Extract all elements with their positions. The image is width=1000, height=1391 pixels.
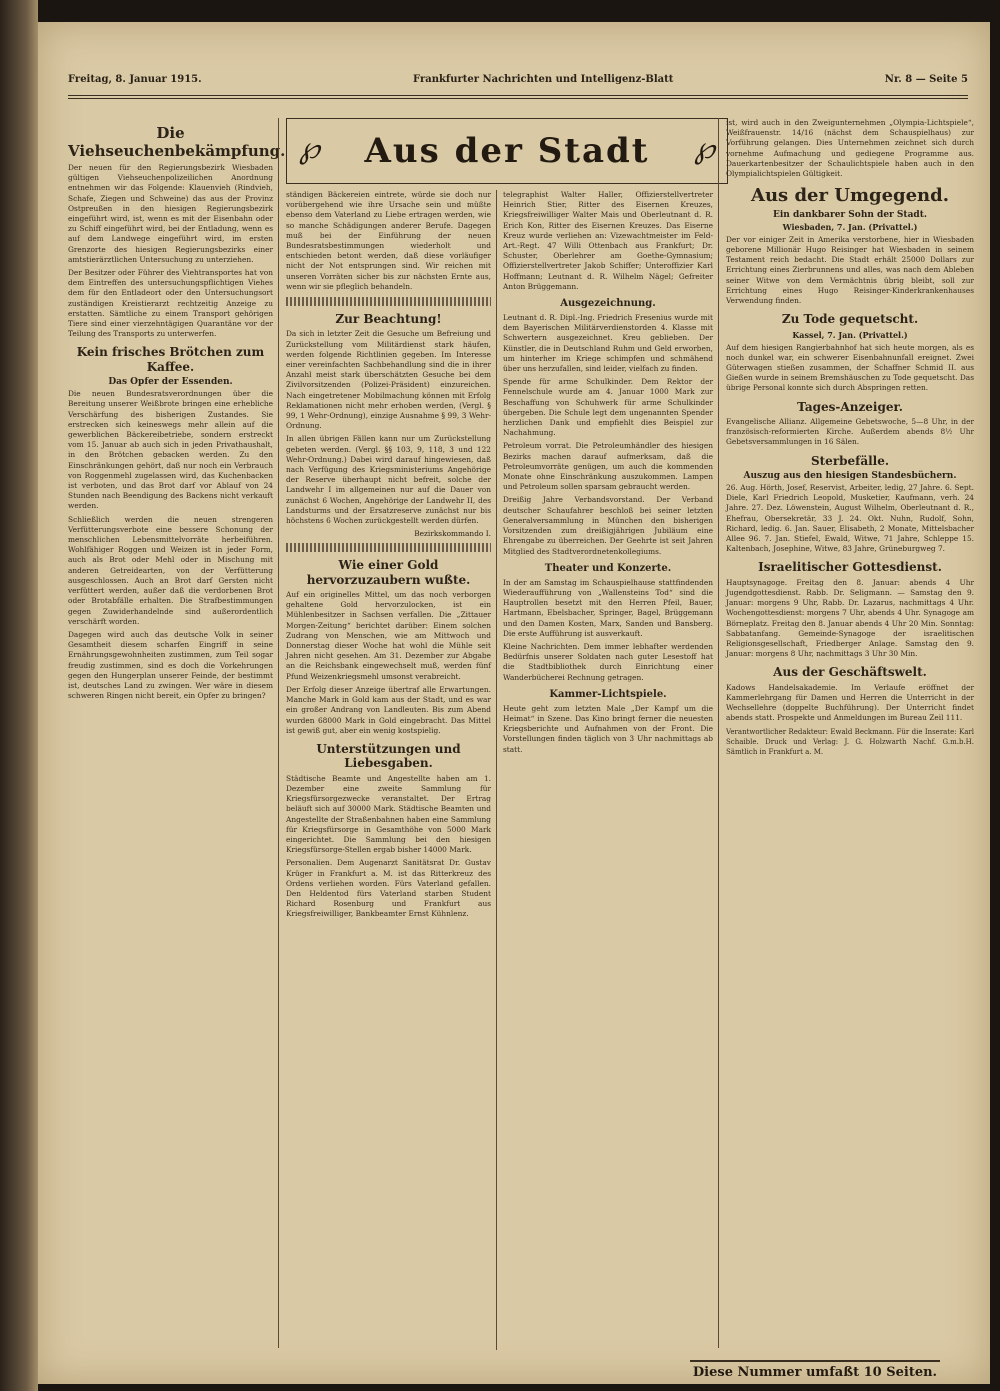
article-subheadline: Ein dankbarer Sohn der Stadt. [772,209,927,220]
running-head-page-number: Nr. 8 — Seite 5 [884,74,968,85]
article-headline: Unterstützungen und Liebesgaben. [316,741,461,771]
article-paragraph: Städtische Beamte und Angestellte haben am 1. Dezember eine zweite Sammlung für Kriegsfürsorgezwecke veranstaltet. Der Ertrag beläuft sich auf 30000 Mark. Städtische Beamten und Angestellte der Straßenbahnen haben eine Sammlung für Kriegsfürsorge in Gesamthöhe von 5000 Mark eingerichtet. Die Sammlung bei den hiesigen Kriegsfürsorge-Stellen ergab bisher 14000 Mark. [286,773,491,855]
section-title: Aus der Stadt [364,131,650,171]
ornamental-divider [286,297,491,306]
article-paragraph: Der neuen für den Regierungsbezirk Wiesbaden gültigen Viehseuchenpolizeilichen Anordnung entnehmen wir das Folgende: Klauenvieh (Rindvieh, Schafe, Ziegen und Schweine) das aus der Provinz Ostpreußen in den hiesigen Regierungsbezirk eingeführt wird, ist, wenn es mit der Eisenbahn oder zu Schiff eingeführt wird, bei der Entladung, wenn es auf dem Landwege eingeführt wird, im ersten Grenzorte des hiesigen Regierungsbezirks einer amtstierärztlichen Untersuchung zu unterziehen. [68,163,273,264]
header-rule-2 [68,98,968,99]
running-head-date: Freitag, 8. Januar 1915. [68,74,202,85]
article-paragraph: Der Erfolg dieser Anzeige übertraf alle Erwartungen. Manche Mark in Gold kam aus der Stadt, und es war ein großer Andrang von Landleuten. Bis zum Abend wurden 68000 Mark in Gold eingebracht. Das Mittel ist gewiß gut, aber ein wenig kostspielig. [286,684,491,735]
article-paragraph: 26. Aug. Hörth, Josef, Reservist, Arbeiter, ledig, 27 Jahre. 6. Sept. Diele, Karl Friedrich Leopold, Musketier, Kaufmann, verh. 24 Jahre. 27. Dez. Löwenstein, August Wilhelm, Oberleutnant d. R., Ehefrau, Obersekretär, 33 J. 24. Okt. Nuhn, Rudolf, Sohn, Richard, ledig. 6. Jan. Sauer, Elisabeth, 2 Monate, Mittelsbacher Allee 96. 7. Jan. Stiefel, Ewald, Witwe, 71 Jahre, Schleppe 15. Kaltenbach, Josephine, Witwe, 83 Jahre, Grüneburgweg 7. [726,483,974,554]
ornament-left-icon: ℘ [299,131,320,166]
article-headline: Theater und Konzerte. [544,562,672,574]
article-headline: Ausgezeichnung. [560,298,656,310]
running-head-paper-title: Frankfurter Nachrichten und Intelligenz-Blatt [413,74,674,85]
signature: Bezirkskommando I. [414,529,491,539]
article-paragraph: Der vor einiger Zeit in Amerika verstorbene, hier in Wiesbaden geborene Millionär Hugo Reisinger hat Wiesbaden in seinem Testament reich bedacht. Die Stadt erhält 25000 Dollars zur Errichtung eines Zierbrunnens und alles, was nach dem Ableben seiner Witwe von dem Vermächtnis übrig bleibt, soll zur Errichtung eines Hugo Reisinger-Kinderkrankenhauses Verwendung finden. [726,234,974,306]
section-masthead [286,118,728,184]
page-count-footer: Diese Nummer umfaßt 10 Seiten. [690,1360,940,1380]
article-headline: Israelitischer Gottesdienst. [758,560,942,575]
article-headline: Aus der Geschäftswelt. [773,665,927,680]
article-paragraph: Evangelische Allianz. Allgemeine Gebetswoche, 5—8 Uhr, in der französisch-reformierten Kirche. Außerdem abends 8½ Uhr Gebetsversammlungen in 16 Sälen. [726,417,974,447]
article-headline: Kein frisches Brötchen zum Kaffee. [76,345,265,374]
article-paragraph: Da sich in letzter Zeit die Gesuche um Befreiung und Zurückstellung vom Militärdienst stark häufen, werden folgende Richtlinien gegeben. Im Interesse einer vereinfachten Sachbehandlung sind die in ihrer Anzahl meist stark überschätzten Gesuche bei dem Zivilvorsitzenden (Polizei-Präsident) einzureichen. Nach eingetretener Mobilmachung können mit Erfolg Reklamationen nicht mehr erhoben werden, (Vergl. § 99, 1 Wehr-Ordnung), einzige Ausnahme § 99, 3 Wehr-Ordnung. [286,329,491,431]
article-paragraph: In der am Samstag im Schauspielhause stattfindenden Wiederaufführung von „Wallensteins Tod“ sind die Hauptrollen besetzt mit den Herren Pfeil, Bauer, Hartmann, Ebelsbacher, Springer, Bagel, Brüggemann und den Damen Kosten, Marx, Sanden und Bansberg. Die erste Aufführung ist ausverkauft. [503,577,713,638]
column-4 [726,118,974,760]
article-paragraph: Heute geht zum letzten Male „Der Kampf um die Heimat“ in Szene. Das Kino bringt ferner die neuesten Kriegsberichte und Aufnahmen von der Front. Die Vorstellungen finden täglich von 3 Uhr nachmittags ab statt. [503,703,713,754]
article-paragraph: Auf dem hiesigen Rangierbahnhof hat sich heute morgen, als es noch dunkel war, ein schwerer Eisenbahnunfall ereignet. Zwei Güterwagen stießen zusammen, der Schaffner Schmid II. aus Gießen wurde in seinem Bremshäuschen zu Tode gequetscht. Das übrige Personal konnte sich durch Abspringen retten. [726,342,974,393]
column-3 [503,190,713,758]
article-headline: Kammer-Lichtspiele. [549,688,667,700]
header-rule [68,95,968,96]
article-paragraph: Die neuen Bundesratsverordnungen über die Bereitung unserer Weißbrote bringen eine erhebliche Verschärfung des bisherigen Zustandes. Sie erstrecken sich keineswegs mehr allein auf die gewerblichen Bäckereibetriebe, sondern erstreckt vom 15. Januar ab auch sich in jeden Privathaushalt, in den Brötchen gebacken werden. Zu den Einschränkungen gehört, daß nur noch ein Verbrauch von Roggenmehl zugelassen wird, das Kuchenbacken ist verboten, und das Brot darf vor Ablauf von 24 Stunden nach Beendigung des Backens nicht verkauft werden. [68,389,273,511]
article-paragraph: Spende für arme Schulkinder. Dem Rektor der Fennelschule wurde am 4. Januar 1000 Mark zur Beschaffung von Schuhwerk für arme Schulkinder übergeben. Die Schule legt dem ungenannten Spender herzlichen Dank und empfiehlt dies Beispiel zur Nachahmung. [503,377,713,438]
article-subheadline: Auszug aus den hiesigen Standesbüchern. [743,471,957,482]
article-paragraph: ständigen Bäckereien eintrete, würde sie doch nur vorübergehend wie ihre Ursache sein und müßte ebenso dem Vaterland zu Liebe ertragen werden, wie so manche Schädigungen anderer Berufe. Dagegen muß bei der Einführung der neuen Bundesratsbestimmungen wiederholt und entschieden betont werden, daß diese vorläufiger nicht der Not entsprungen sind. Wir reichen mit unseren Vorräten sicher bis zur nächsten Ernte aus, wenn wir sie pfleglich behandeln. [286,190,491,291]
column-divider [496,190,497,1350]
column-2 [286,190,491,923]
book-binding [0,0,38,1391]
article-paragraph: Kadows Handelsakademie. Im Verlaufe eröffnet der Kammerlehrgang für Damen und Herren die Unterricht in der Wechsellehre (doppelte Buchführung). Der Unterricht findet abends statt. Prospekte und Anmeldungen im Bureau Zeil 111. [726,682,974,723]
article-paragraph: Petroleum vorrat. Die Petroleumhändler des hiesigen Bezirks machen darauf aufmerksam, daß die Petroleumvorräte genügen, um auch die kommenden Monate ohne Einschränkung auszukommen. Lampen und Petroleum sollen sparsam gebraucht werden. [503,441,713,492]
article-headline: Zu Tode gequetscht. [781,312,919,327]
article-paragraph: Leutnant d. R. Dipl.-Ing. Friedrich Fresenius wurde mit dem Bayerischen Militärverdienstorden 4. Klasse mit Schwertern ausgezeichnet. Kreu geblieben. Der Künstler, die in Deutschland Ruhm und Geld erworben, um hinterher im Kriege schimpfen und schmähend über uns herzufallen, sind leider, vielfach zu finden. [503,313,713,374]
section-headline: Aus der Umgegend. [751,185,949,207]
column-divider [278,118,279,1348]
article-paragraph: Dagegen wird auch das deutsche Volk in seiner Gesamtheit diesem scharfen Eingriff in seine Ernährungsgewohnheiten zustimmen, zum Teil sogar freudig zustimmen, sind es doch die Vorkehrungen gegen den Hungerplan unserer Feinde, der bestimmt ist, deutsches Land zu zwingen. Wer wäre in diesem schweren Ringen nicht bereit, ein Opfer zu bringen? [68,629,273,701]
article-paragraph: ist, wird auch in den Zweigunternehmen „Olympia-Lichtspiele“, Weißfrauenstr. 14/16 (nächst dem Schauspielhaus) zur Vorführung gelangen. Dies Unternehmen zeichnet sich durch vornehme Aufmachung und gediegene Programme aus. Dauerkartenbesitzer der Schaulichtspiele haben auch in den Olympialichtspielen Gültigkeit. [726,118,974,179]
article-headline: Die Viehseuchenbekämpfung. [68,124,286,160]
article-headline: Zur Beachtung! [335,312,442,327]
dateline: Kassel, 7. Jan. (Privattel.) [792,329,908,340]
article-paragraph: Personalien. Dem Augenarzt Sanitätsrat Dr. Gustav Krüger in Frankfurt a. M. ist das Ritterkreuz des Ordens verliehen worden. Fürs Vaterland gefallen. Den Heldentod fürs Vaterland starben Student Richard Rosenburg und Frankfurt aus Kriegsfreiwilliger, Bankbeamter Ernst Kühnlenz. [286,858,491,919]
article-paragraph: Schließlich werden die neuen strengeren Verfütterungsverbote eine bessere Schonung der menschlichen Lebensmittelvorräte herbeiführen. Wohlfähiger Roggen und Weizen ist in jeder Form, auch als Brot oder Mehl oder in Mischung mit anderen Getreidearten, von der Verfütterung ausgeschlossen. Auch an Brot darf Gersten nicht verfüttert werden, außer daß die verdorbenen Brot oder Brotabfälle erhalten. Die Strafbestimmungen gegen Zuwiderhandelnde sind außerordentlich verschärft worden. [68,514,273,626]
dateline: Wiesbaden, 7. Jan. (Privattel.) [782,221,918,232]
column-divider [718,118,719,1348]
article-paragraph: telegraphist Walter Haller, Offizierstellvertreter Heinrich Stier, Ritter des Eisernen Kreuzes, Kriegsfreiwilliger Walter Mais und Oberleutnant d. R. Erich Kon, Ritter des Eisernen Kreuzes. Das Eiserne Kreuz wurde verliehen an: Vizewachtmeister im Feld-Art.-Regt. 47 Willi Ottenbach aus Frankfurt; Dr. Schuster, Oberlehrer am Goethe-Gymnasium; Offizierstellvertreter Jakob Schiffer; Unteroffizier Karl Hoffmann; Leutnant d. R. Wilhelm Nägel; Gefreiter Anton Brüggemann. [503,190,713,291]
ornament-right-icon: ℘ [694,131,715,166]
article-headline: Wie einer Gold hervorzuzaubern wußte. [306,558,471,587]
article-paragraph: Kleine Nachrichten. Dem immer lebhafter werdenden Bedürfnis unserer Soldaten nach guter Lesestoff hat die Stadtbibliothek durch Einrichtung einer Wanderbücherei Rechnung getragen. [503,641,713,682]
article-subheadline: Das Opfer der Essenden. [108,377,233,388]
article-paragraph: Dreißig Jahre Verbandsvorstand. Der Verband deutscher Schaufahrer beschloß bei seiner letzten Generalversammlung in München den bisherigen Vorsitzenden zum dreißigjährigen Jubiläum eine Ehrengabe zu überreichen. Der Geehrte ist seit Jahren Mitglied des Stadtverordnetenkollegiums. [503,495,713,556]
ornamental-divider [286,543,491,552]
column-1 [68,118,286,704]
article-paragraph: Auf ein originelles Mittel, um das noch verborgen gehaltene Gold hervorzulocken, ist ein Mühlenbesitzer in Sachsen verfallen. Die „Zittauer Morgen-Zeitung“ berichtet darüber: Einem solchen Zudrang von Menschen, wie am Mittwoch und Donnerstag dieser Woche hat wohl die Mühle seit Jahren nicht gesehen. Am 31. Dezember zur Abgabe an die Reichsbank eingewechselt muß, werden fünf Pfund Weizenkriegsmehl umsonst verabreicht. [286,590,491,681]
newspaper-page [38,22,990,1384]
article-paragraph: Hauptsynagoge. Freitag den 8. Januar: abends 4 Uhr Jugendgottesdienst. Rabb. Dr. Seligmann. — Samstag den 9. Januar: morgens 9 Uhr, Rabb. Dr. Lazarus, nachmittags 4 Uhr. Wochengottesdienst: morgens 7 Uhr, abends 4 Uhr. Synagoge am Börneplatz. Freitag den 8. Januar abends 4 Uhr 20 Min. Sonntag: Sabbatanfang. Gemeinde-Synagoge der israelitischen Religionsgesellschaft, Friedberger Anlage. Samstag den 9. Januar: morgens 8 Uhr, nachmittags 3 Uhr 30 Min. [726,577,974,659]
running-head [68,74,968,94]
article-headline: Sterbefälle. [810,453,890,468]
article-paragraph: In allen übrigen Fällen kann nur um Zurückstellung gebeten werden. (Vergl. §§ 103, 9, 118, 3 und 122 Wehr-Ordnung.) Dabei wird darauf hingewiesen, daß nach Verfügung des Kriegsministeriums Angehörige der Reserve überhaupt nicht befreit, solche der Landwehr I im allgemeinen nur auf die Dauer von zunächst 6 Wochen, Angehörige der Landwehr II, des Landsturms und der Ersatzreserve zunächst nur bis höchstens 6 Wochen zurückgestellt werden dürfen. [286,434,491,526]
imprint: Verantwortlicher Redakteur: Ewald Beckmann. Für die Inserate: Karl Schaible. Druck und Verlag: J. G. Holzwarth Nachf. G.m.b.H. Sämtlich in Frankfurt a. M. [726,727,974,757]
article-paragraph: Der Besitzer oder Führer des Viehtransportes hat von dem Eintreffen des untersuchungspflichtigen Viehes dem für den Entladeort oder den Untersuchungsort zuständigen Kreistierarzt rechtzeitig Anzeige zu erstatten. Sämtliche zu einem Transport gehörigen Tiere sind einer vierzehntägigen Quarantäne vor der Teilung des Transports zu unterwerfen. [68,268,273,339]
article-headline: Tages-Anzeiger. [797,399,903,414]
